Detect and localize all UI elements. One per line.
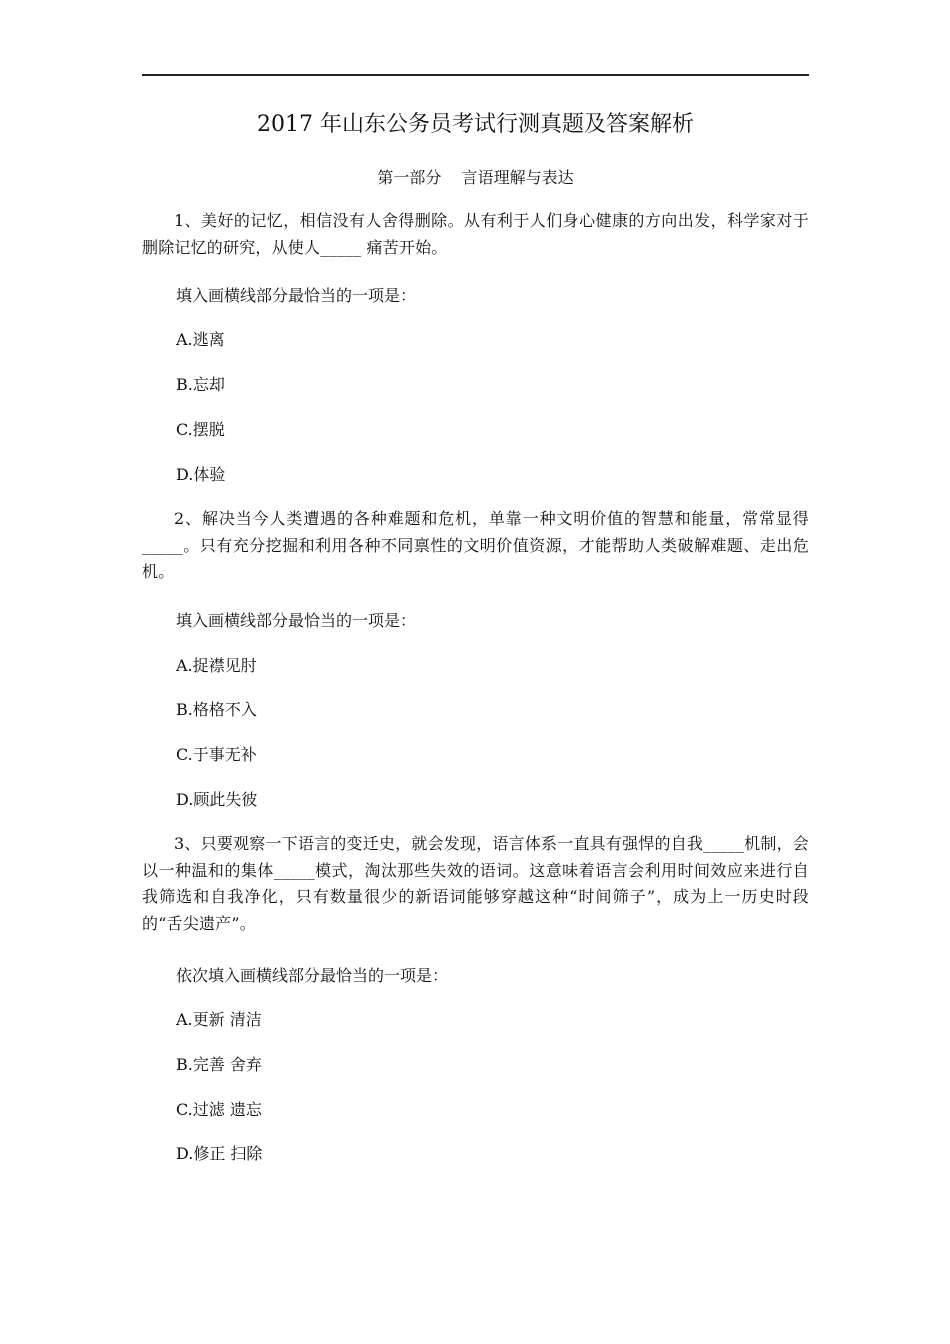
- question-1-option-b: B.忘却: [176, 375, 225, 394]
- question-1-prompt: 填入画横线部分最恰当的一项是：: [176, 286, 417, 305]
- section-title: 第一部分 言语理解与表达: [377, 168, 574, 187]
- header-rule: [142, 74, 809, 76]
- question-3-option-c: C.过滤 遗忘: [176, 1100, 262, 1119]
- question-2-option-d: D.顾此失彼: [176, 790, 258, 809]
- document-title: 2017 年山东公务员考试行测真题及答案解析: [257, 112, 694, 137]
- question-3-option-a: A.更新 清洁: [176, 1010, 262, 1029]
- question-2-stem: 2、解决当今人类遭遇的各种难题和危机，单靠一种文明价值的智慧和能量，常常显得_____。只有充分挖掘和利用各种不同禀性的文明价值资源，才能帮助人类破解难题、走出危机。: [142, 509, 809, 581]
- question-1-option-a: A.逃离: [176, 330, 225, 349]
- question-3-prompt: 依次填入画横线部分最恰当的一项是：: [176, 966, 449, 985]
- question-1-option-c: C.摆脱: [176, 420, 225, 439]
- question-2-prompt: 填入画横线部分最恰当的一项是：: [176, 611, 417, 630]
- question-1-option-d: D.体验: [176, 465, 226, 484]
- question-3-option-b: B.完善 舍弃: [176, 1055, 262, 1074]
- question-2-option-a: A.捉襟见肘: [176, 656, 257, 675]
- question-3-stem: 3、只要观察一下语言的变迁史，就会发现，语言体系一直具有强悍的自我_____机制，会以一种温和的集体_____模式，淘汰那些失效的语词。这意味着语言会利用时间效应来进行自我筛选和自我净化，只有数量很少的新语词能够穿越这种“时间筛子”，成为上一历史时段的“舌尖遗产”。: [142, 834, 809, 933]
- question-2-option-c: C.于事无补: [176, 745, 257, 764]
- question-3-option-d: D.修正 扫除: [176, 1144, 263, 1163]
- question-2-option-b: B.格格不入: [176, 700, 257, 719]
- question-1-stem: 1、美好的记忆，相信没有人舍得删除。从有利于人们身心健康的方向出发，科学家对于删除记忆的研究，从使人_____ 痛苦开始。: [142, 211, 809, 257]
